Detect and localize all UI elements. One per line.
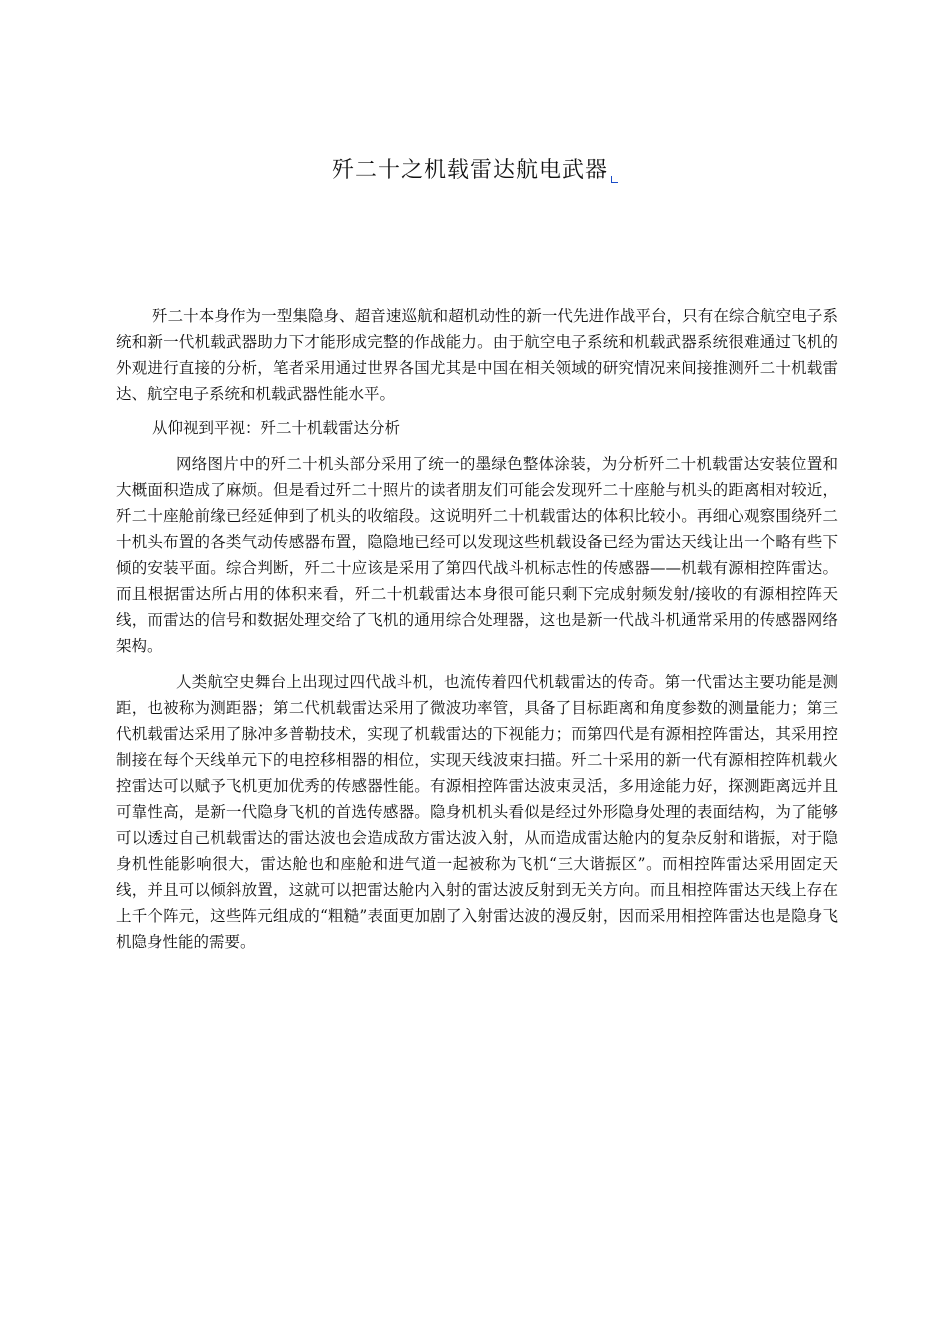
paragraph-intro: 歼二十本身作为一型集隐身、超音速巡航和超机动性的新一代先进作战平台，只有在综合航空电子系统和新一代机载武器助力下才能形成完整的作战能力。由于航空电子系统和机载武器系统很难通过飞机的外观进行直接的分析，笔者采用通过世界各国尤其是中国在相关领域的研究情况来间接推测歼二十机载雷达、航空电子系统和机载武器性能水平。	[116, 307, 838, 403]
section-heading: 从仰视到平视：歼二十机载雷达分析	[152, 419, 401, 437]
title-block	[0, 154, 950, 188]
paragraph-radar-analysis: 网络图片中的歼二十机头部分采用了统一的墨绿色整体涂装，为分析歼二十机载雷达安装位置和大概面积造成了麻烦。但是看过歼二十照片的读者朋友们可能会发现歼二十座舱与机头的距离相对较近，歼二十座舱前缘已经延伸到了机头的收缩段。这说明歼二十机载雷达的体积比较小。再细心观察围绕歼二十机头布置的各类气动传感器布置，隐隐地已经可以发现这些机载设备已经为雷达天线让出一个略有些下倾的安装平面。综合判断，歼二十应该是采用了第四代战斗机标志性的传感器——机载有源相控阵雷达。而且根据雷达所占用的体积来看，歼二十机载雷达本身很可能只剩下完成射频发射/接收的有源相控阵天线，而雷达的信号和数据处理交给了飞机的通用综合处理器，这也是新一代战斗机通常采用的传感器网络架构。	[116, 455, 838, 655]
document-title: 歼二十之机载雷达航电武器	[331, 158, 608, 183]
document-body	[116, 303, 838, 955]
footnote-marker	[611, 176, 618, 183]
paragraph-radar-history: 人类航空史舞台上出现过四代战斗机，也流传着四代机载雷达的传奇。第一代雷达主要功能是测距，也被称为测距器；第二代机载雷达采用了微波功率管，具备了目标距离和角度参数的测量能力；第三代机载雷达采用了脉冲多普勒技术，实现了机载雷达的下视能力；而第四代是有源相控阵雷达，其采用控制接在每个天线单元下的电控移相器的相位，实现天线波束扫描。歼二十采用的新一代有源相控阵机载火控雷达可以赋予飞机更加优秀的传感器性能。有源相控阵雷达波束灵活，多用途能力好，探测距离远并且可靠性高，是新一代隐身飞机的首选传感器。隐身机机头看似是经过外形隐身处理的表面结构，为了能够可以透过自己机载雷达的雷达波也会造成敌方雷达波入射，从而造成雷达舱内的复杂反射和谐振，对于隐身机性能影响很大，雷达舱也和座舱和进气道一起被称为飞机“三大谐振区”。而相控阵雷达采用固定天线，并且可以倾斜放置，这就可以把雷达舱内入射的雷达波反射到无关方向。而且相控阵雷达天线上存在上千个阵元，这些阵元组成的“粗糙”表面更加剧了入射雷达波的漫反射，因而采用相控阵雷达也是隐身飞机隐身性能的需要。	[116, 673, 838, 951]
